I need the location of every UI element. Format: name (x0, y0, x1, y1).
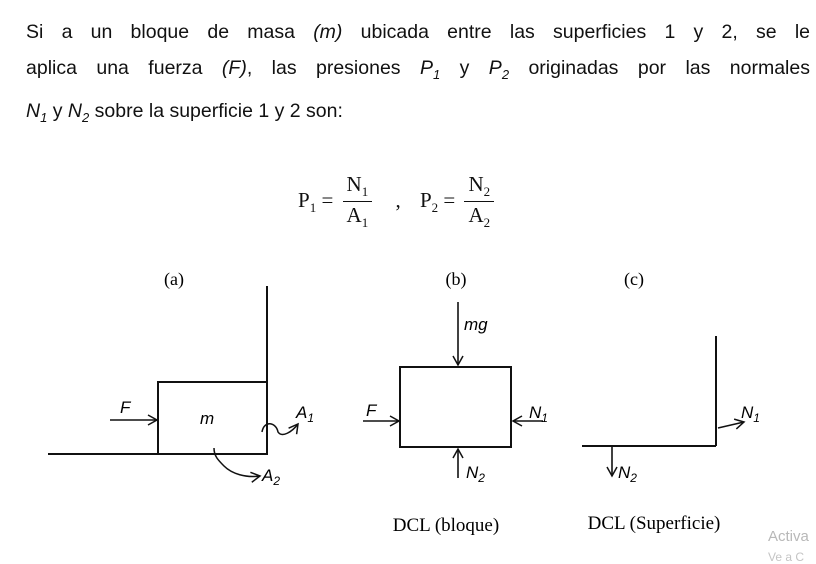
figure-c-label: (c) (624, 269, 644, 289)
statement-line-3: $N_1$ y $N_2$ sobre la superficie 1 y 2 son: (26, 99, 343, 125)
statement-line-1: Si a un bloque de masa (m) ubicada entre las superficies 1 y 2, se le (26, 21, 811, 43)
p2-fraction: $\frac{N_2}{A_2}$ (464, 172, 494, 231)
normal2-label-c: $N_2$ (618, 463, 637, 485)
mass-label: m (200, 409, 215, 428)
figure-a (48, 269, 314, 488)
normal2-label-b: $N_2$ (466, 463, 485, 485)
p2-lhs: $P_2$ = (419, 187, 456, 215)
normal1-label-c: $N_1$ (741, 403, 760, 425)
normal1-label-b: $N_1$ (529, 403, 548, 425)
p1-fraction: $\frac{N_1}{A_1}$ (343, 172, 373, 231)
formula-separator: , (395, 187, 401, 212)
figure-b (363, 269, 548, 536)
figure-a-label: (a) (164, 269, 184, 289)
area1-label: $A_1$ (296, 403, 315, 425)
force-f-label: F (120, 398, 131, 417)
weight-label: mg (464, 315, 488, 334)
statement-line-2: aplica una fuerza (F), las presiones $P_1$ y $P_2$ originadas por las normales (26, 57, 810, 82)
area2-label: $A_2$ (262, 466, 281, 488)
figure-b-label: (b) (445, 269, 467, 289)
normal1-arrow-c (718, 422, 744, 428)
caption-superficie: DCL (Superficie) (587, 513, 721, 534)
activation-watermark-line2: Ve a C (768, 550, 805, 564)
figure-c (582, 269, 760, 534)
area2-pointer (214, 448, 260, 477)
p1-lhs: $P_1$ = (298, 187, 334, 215)
block-free-body (400, 367, 511, 447)
activation-watermark: Activa (768, 528, 809, 545)
force-f-label-b: F (366, 401, 377, 420)
caption-bloque: DCL (bloque) (392, 515, 500, 536)
